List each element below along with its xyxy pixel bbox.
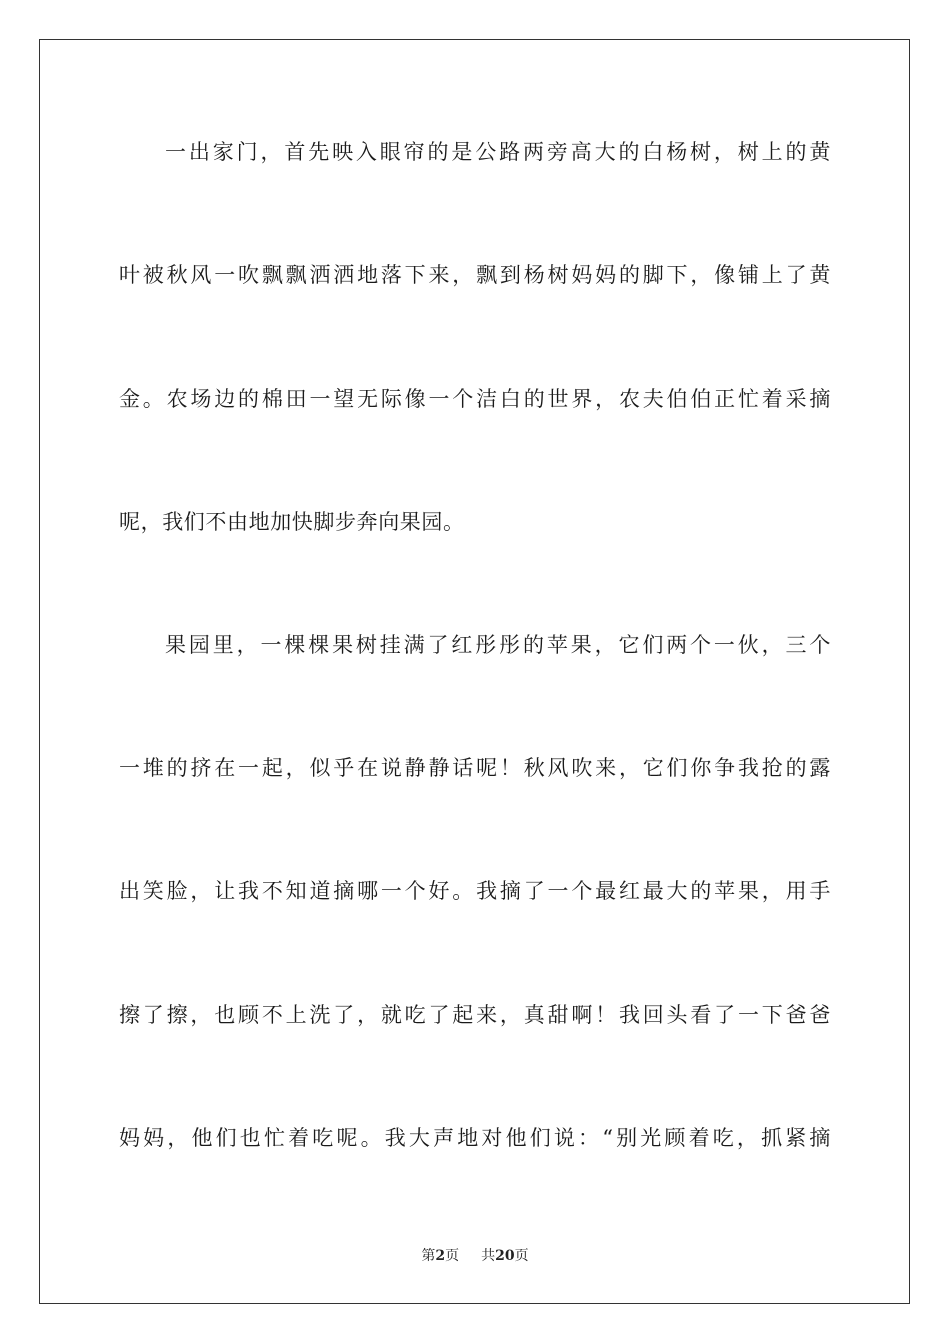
paragraph-2-line-4: 擦了擦，也顾不上洗了，就吃了起来，真甜啊！我回头看了一下爸爸: [119, 1003, 831, 1027]
page-frame: [39, 39, 910, 1304]
page-prefix: 第: [421, 1248, 436, 1264]
paragraph-1-line-3: 金。农场边的棉田一望无际像一个洁白的世界，农夫伯伯正忙着采摘: [119, 387, 831, 411]
page-number: 2: [435, 1248, 446, 1264]
total-prefix: 共: [481, 1248, 496, 1264]
total-suffix: 页: [514, 1248, 529, 1264]
paragraph-2-line-5: 妈妈，他们也忙着吃呢。我大声地对他们说：“别光顾着吃，抓紧摘: [119, 1126, 831, 1150]
paragraph-2-line-2: 一堆的挤在一起，似乎在说静静话呢！秋风吹来，它们你争我抢的露: [119, 756, 831, 780]
paragraph-2-line-3: 出笑脸，让我不知道摘哪一个好。我摘了一个最红最大的苹果，用手: [119, 879, 831, 903]
paragraph-1-line-2: 叶被秋风一吹飘飘洒洒地落下来，飘到杨树妈妈的脚下，像铺上了黄: [119, 263, 831, 287]
paragraph-2-line-1: 果园里，一棵棵果树挂满了红彤彤的苹果，它们两个一伙，三个: [165, 633, 831, 657]
paragraph-1-line-4: 呢，我们不由地加快脚步奔向果园。: [119, 510, 465, 534]
total-pages: 20: [495, 1248, 515, 1264]
page-footer: [0, 1246, 950, 1266]
page-suffix: 页: [445, 1248, 460, 1264]
paragraph-1-line-1: 一出家门，首先映入眼帘的是公路两旁高大的白杨树，树上的黄: [165, 140, 831, 164]
